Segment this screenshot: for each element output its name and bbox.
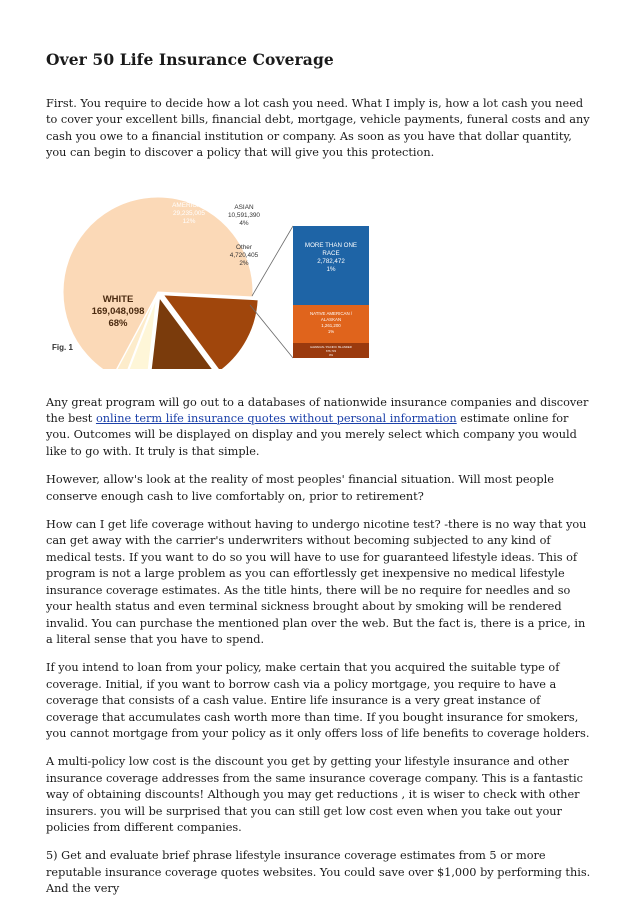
label-african-line2: AMERICAN [172, 201, 206, 209]
label-native-line2: ALASKAN [320, 316, 342, 322]
quotes-link[interactable]: online term life insurance quotes without personal information [95, 412, 457, 426]
connector-line-bottom [250, 305, 293, 358]
connector-line-top [252, 226, 293, 296]
paragraph-6: A multi-policy low cost is the discount you get by getting your lifestyle insurance and other insurance coverage addresses from the same insurance coverage company. This is a fantastic way of obtaining discounts! Although you may get reductions , it is wiser to check with other insurers. you will be surprised that you can still get low cost even when you take out your policies from different companies. [46, 755, 583, 834]
label-other-pct: 2% [239, 259, 249, 267]
label-asian-count: 10,591,390 [228, 211, 260, 219]
page-title: Over 50 Life Insurance Coverage [46, 50, 334, 69]
figure-caption: Fig. 1 [52, 342, 73, 352]
paragraph-2-text-start: Any great program will go out to a databases of nationwide insurance companies and discover the best [46, 395, 589, 426]
paragraph-7: 5) Get and evaluate brief phrase lifestyle insurance coverage estimates from 5 or more reputable insurance coverage quotes websites. You could save over $1,000 by performing this. And the very [46, 849, 591, 896]
label-white-name: WHITE [102, 293, 134, 305]
race-pie-chart-figure [46, 174, 592, 369]
label-white-count: 169,048,098 [91, 305, 145, 317]
label-white-pct: 68% [108, 317, 128, 329]
label-other-name: Other [236, 243, 252, 251]
paragraph-3: However, allow's look at the reality of most peoples' financial situation. Will most people conserve enough cash to live comfortably on, prior to retirement? [46, 473, 554, 503]
label-african-count: 29,235,005 [173, 209, 205, 217]
label-more-pct: 1% [326, 265, 336, 273]
label-more-line2: RACE [322, 249, 340, 257]
label-hispanic-count: 34,250,310 [119, 185, 151, 193]
label-hawaiian-pct: 0% [328, 352, 334, 357]
label-african-line1: AFRICAN [174, 193, 204, 201]
label-african-pct: 12% [182, 217, 196, 225]
paragraph-1: First. You require to decide how a lot cash you need. What I imply is, how a lot cash you need to cover your excellent bills, financial debt, mortgage, vehicle payments, funeral costs and any cash you owe to a financial institution or company. As soon as you have that dollar quantity, you can begin to discover a policy that will give you this protection. [46, 97, 590, 160]
paragraph-2 [46, 395, 592, 461]
paragraph-2-text-end: estimate online for you. Outcomes will be displayed on display and you merely select which company you would like to go with. It truly is that simple. [46, 412, 577, 458]
paragraph-4: How can I get life coverage without having to undergo nicotine test? -there is no way that you can get away with the carrier's underwriters without becoming subjected to any kind of medical tests. If you want to do so you will have to use for guaranteed lifestyle ideas. This of program is not a large problem as you can effortlessly get inexpensive no medical lifestyle insurance coverage estimates. As the title hints, there will be no require for needles and so your health status and even terminal sickness brought about by smoking will be rendered invalid. You can purchase the mentioned plan over the web. But the fact is, there is a price, in a literal sense that you have to spend. [46, 518, 587, 646]
paragraph-5: If you intend to loan from your policy, make certain that you acquired the suitable type of coverage. Initial, if you want to borrow cash via a policy mortgage, you require to have a coverage that consists of a cash value. Entire life insurance is a very great instance of coverage that accumulates cash worth more than time. If you bought insurance for smokers, you cannot mortgage from your policy as it only offers loss of life benefits to coverage holders. [46, 661, 590, 740]
label-more-line1: MORE THAN ONE [304, 241, 358, 249]
label-native-count: 1,261,200 [321, 322, 341, 328]
label-asian-name: ASIAN [234, 203, 254, 211]
label-native-pct: 1% [327, 328, 335, 334]
label-other-count: 4,720,405 [229, 251, 259, 259]
label-hawaiian-count: 676,733 [325, 348, 337, 353]
label-hawaiian-name: HAWAIIAN / PACIFIC ISLANDER [310, 344, 352, 349]
document-page [46, 50, 592, 910]
label-hispanic-pct: 14% [128, 193, 142, 201]
label-asian-pct: 4% [239, 219, 249, 227]
pie-chart [46, 174, 592, 369]
label-hispanic-name: HISPANIC [119, 177, 151, 185]
label-native-line1: NATIVE AMERICAN / [309, 310, 353, 316]
label-more-count: 2,782,472 [317, 257, 345, 265]
pie-slices [63, 197, 258, 369]
